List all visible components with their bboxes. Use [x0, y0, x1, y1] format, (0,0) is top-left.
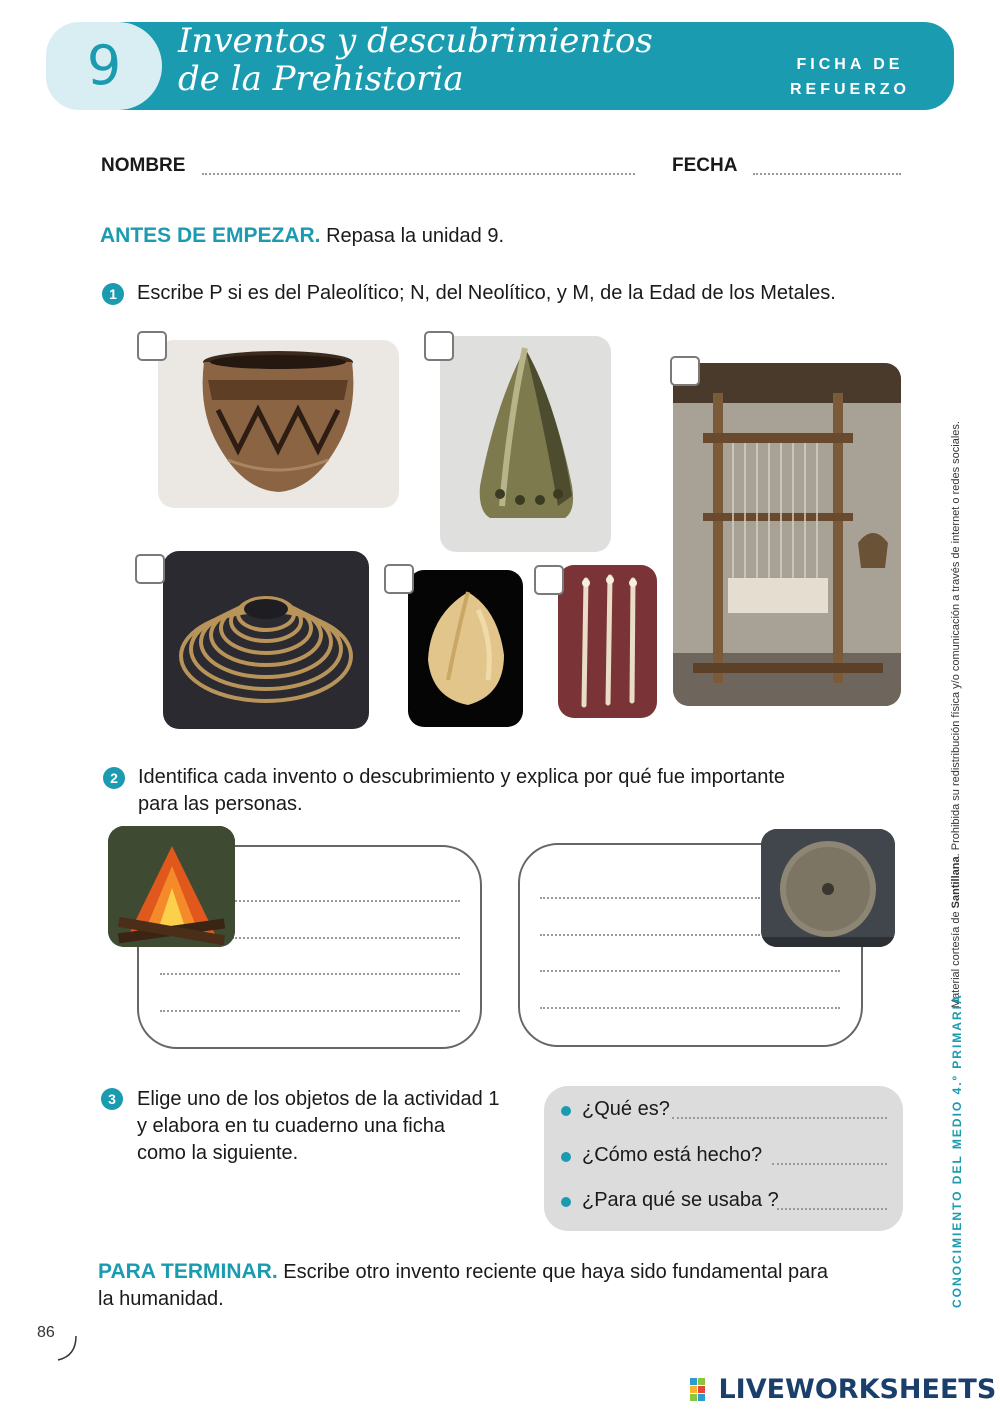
name-field[interactable]	[202, 173, 635, 175]
worksheet-type-badge	[780, 52, 920, 102]
copyright-prefix: Material cortesía de	[950, 908, 962, 1008]
copyright-brand: Santillana	[950, 856, 962, 909]
closing-text-2: la humanidad.	[98, 1288, 224, 1310]
question-2: ¿Cómo está hecho?	[582, 1144, 763, 1166]
wheel-image	[761, 829, 895, 947]
question-3: ¿Para qué se usaba ?	[582, 1189, 779, 1211]
intro	[100, 222, 504, 250]
intro-text: Repasa la unidad 9.	[326, 225, 505, 247]
wheel-answer-line-3[interactable]	[540, 970, 840, 972]
bone-needles-image	[558, 565, 657, 718]
beaker-pottery-image	[158, 340, 399, 508]
beaker-pottery-drawing	[158, 340, 399, 508]
gold-collar-image	[163, 551, 369, 729]
course-label: CONOCIMIENTO DEL MEDIO 4.º PRIMARIA	[950, 993, 964, 1308]
answer-box-axe[interactable]	[384, 564, 414, 594]
liveworksheets-logo[interactable]	[690, 1374, 996, 1406]
closing-head: PARA TERMINAR.	[98, 1260, 278, 1283]
closing-text-1: Escribe otro invento reciente que haya sido fundamental para	[283, 1261, 829, 1283]
hand-axe-image	[408, 570, 523, 727]
bullet-3	[561, 1197, 571, 1207]
fire-image	[108, 826, 235, 947]
wheel-answer-line-4[interactable]	[540, 1007, 840, 1009]
activity-2-line-2: para las personas.	[138, 793, 303, 815]
question-1-line[interactable]	[672, 1117, 887, 1119]
title-line-1: Inventos y descubrimientos	[178, 21, 653, 61]
question-1: ¿Qué es?	[582, 1098, 670, 1120]
wheel-answer-line-2[interactable]	[540, 934, 760, 936]
question-3-line[interactable]	[777, 1208, 887, 1210]
wheel-drawing	[761, 829, 895, 947]
activity-3-line-2: y elabora en tu cuaderno una ficha	[137, 1115, 445, 1137]
activity-3-number: 3	[101, 1088, 123, 1110]
page-corner-mark	[56, 1334, 80, 1362]
intro-head: ANTES DE EMPEZAR.	[100, 224, 321, 247]
activity-2-number: 2	[103, 767, 125, 789]
closing-line-1	[98, 1258, 918, 1286]
copyright-notice	[950, 421, 962, 1008]
copyright-suffix: . Prohibida su redistribución física y/o comunicación a través de internet o redes sociales.	[950, 421, 962, 857]
fire-answer-line-4[interactable]	[160, 1010, 460, 1012]
page-title	[178, 22, 653, 98]
unit-number: 9	[86, 34, 122, 97]
name-label: NOMBRE	[101, 155, 186, 176]
question-2-line[interactable]	[772, 1163, 887, 1165]
activity-2-line-1: Identifica cada invento o descubrimiento y explica por qué fue importante	[138, 766, 786, 788]
date-label: FECHA	[672, 155, 738, 176]
activity-3-text	[137, 1086, 499, 1167]
liveworksheets-logo-text: LIVEWORKSHEETS	[718, 1374, 997, 1405]
activity-3-line-1: Elige uno de los objetos de la actividad 1	[137, 1088, 500, 1110]
fire-drawing	[108, 826, 235, 947]
liveworksheets-logo-icon	[690, 1378, 714, 1402]
fire-answer-line-1[interactable]	[232, 900, 460, 902]
answer-box-collar[interactable]	[135, 554, 165, 584]
bronze-helmet-drawing	[440, 336, 611, 552]
title-line-2: de la Prehistoria	[178, 59, 464, 99]
badge-line-1: FICHA DE	[796, 56, 904, 73]
hand-axe-drawing	[408, 570, 523, 727]
activity-3-line-3: como la siguiente.	[137, 1142, 299, 1164]
bronze-helmet-image	[440, 336, 611, 552]
activity-1-instruction: Escribe P si es del Paleolítico; N, del Neolítico, y M, de la Edad de los Metales.	[137, 282, 836, 304]
answer-box-needles[interactable]	[534, 565, 564, 595]
loom-image	[673, 363, 901, 706]
gold-collar-drawing	[163, 551, 369, 729]
wheel-answer-line-1[interactable]	[540, 897, 760, 899]
bullet-2	[561, 1152, 571, 1162]
loom-drawing	[673, 363, 901, 706]
page-number: 86	[37, 1324, 55, 1341]
bone-needles-drawing	[558, 565, 657, 718]
fire-answer-line-3[interactable]	[160, 973, 460, 975]
answer-box-beaker[interactable]	[137, 331, 167, 361]
activity-2-instruction	[138, 764, 785, 818]
date-field[interactable]	[753, 173, 901, 175]
closing	[98, 1258, 918, 1313]
badge-line-2: REFUERZO	[790, 81, 910, 98]
fire-answer-line-2[interactable]	[232, 937, 460, 939]
activity-1-number: 1	[102, 283, 124, 305]
answer-box-loom[interactable]	[670, 356, 700, 386]
bullet-1	[561, 1106, 571, 1116]
answer-box-helmet[interactable]	[424, 331, 454, 361]
